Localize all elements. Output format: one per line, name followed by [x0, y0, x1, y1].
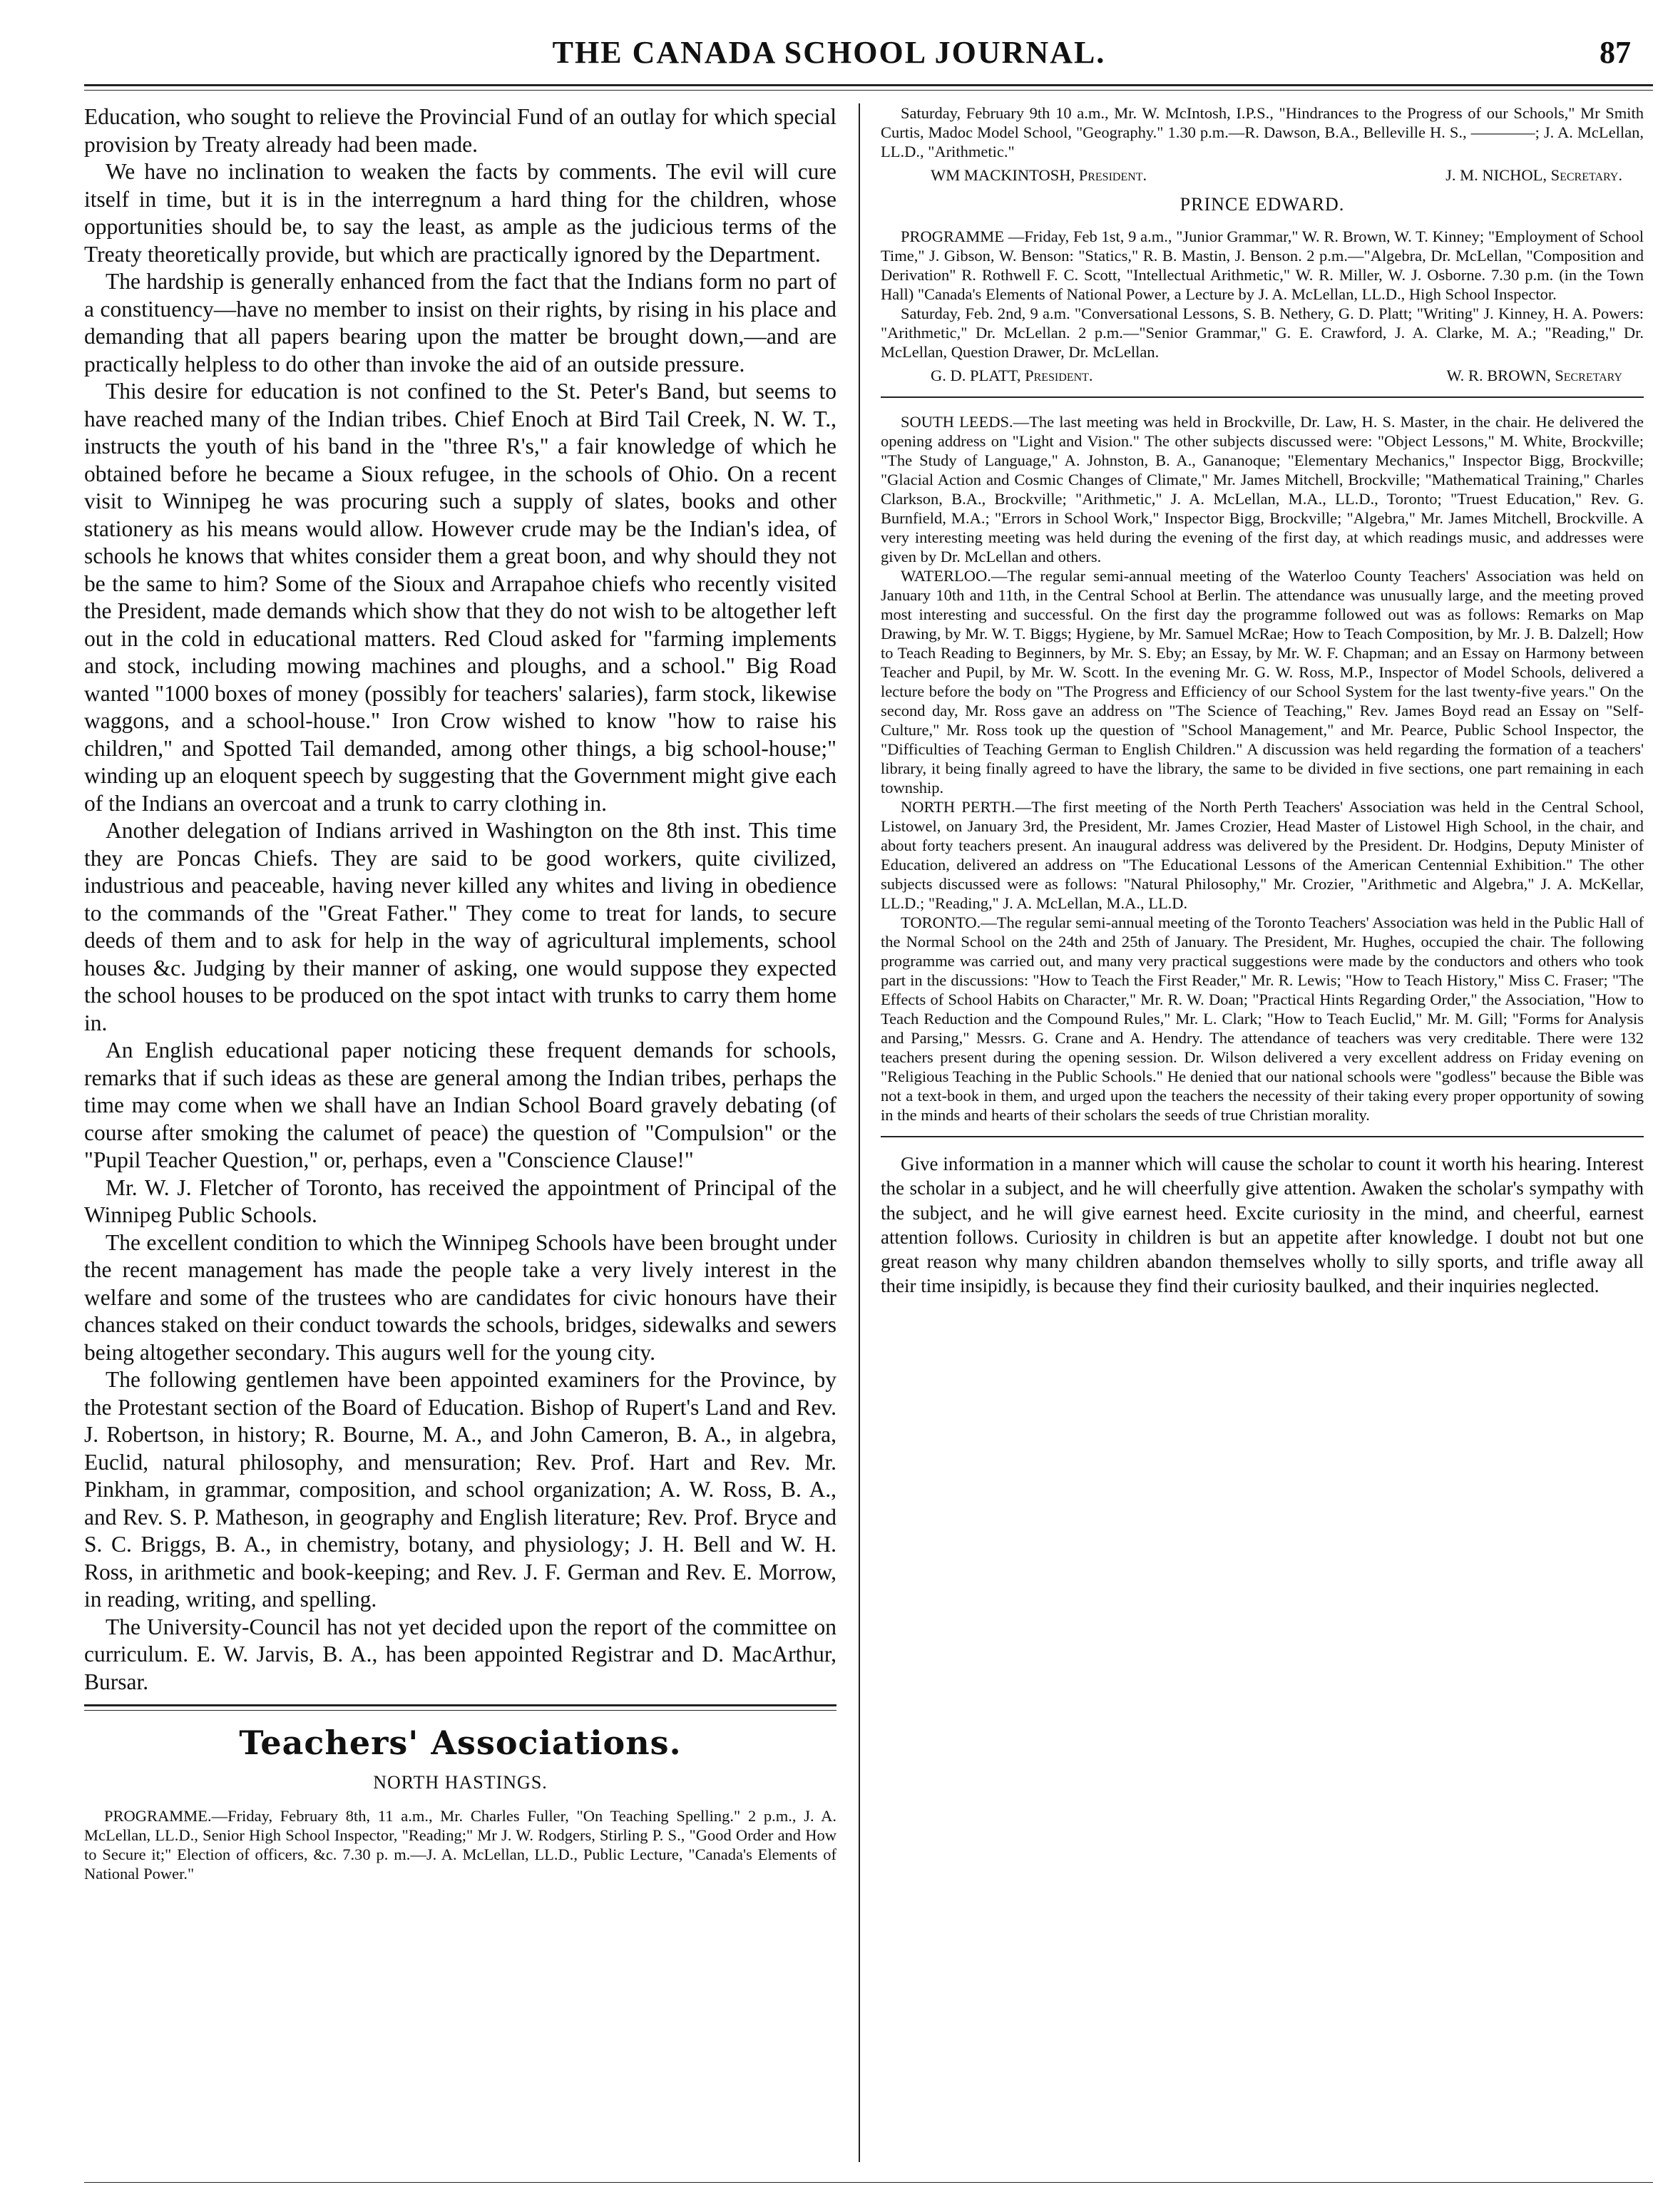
- north-hastings-programme: [84, 1806, 836, 1883]
- paragraph: The excellent condition to which the Winnipeg Schools have been brought under the recent management has made the people take a very lively interest in the welfare and some of the trustees who are candidates for civic honours have their chances staked on their conduct towards the schools, bridges, sidewalks and sewers being altogether secondary. This augurs well for the young city.: [84, 1229, 836, 1365]
- report-waterloo: WATERLOO.—The regular semi-annual meeting of the Waterloo County Teachers' Association was held on January 10th and 11th, in the Central School at Berlin. The attendance was unusually large, and the meeting proved most interesting and successful. On the first day the programme followed out was as follows: Remarks on Map Drawing, by Mr. W. T. Biggs; Hygiene, by Mr. Samuel McRae; How to Teach Composition, by Mr. J. B. Dalzell; How to Teach Reading to Beginners, by Mr. S. Eby; an Essay, by Mr. W. F. Chapman; and an Essay on Harmony between Teacher and Pupil, by Mr. W. Scott. In the evening Mr. G. W. Ross, M.P., Inspector of Model Schools, delivered a lecture before the body on "The Progress and Efficiency of our School System for the last twenty-five years." On the second day, Mr. Ross gave an address on "The Science of Teaching," Rev. James Boyd read an Essay on "Self-Culture," Mr. Ross took up the question of "School Management," and Mr. Pearce, Public School Inspector, the "Difficulties of Teaching German to English Children." A discussion was held regarding the formation of a teachers' library, it being finally agreed to have the library, the same to be divided in five sections, one part remaining in each township.: [881, 567, 1644, 797]
- section-rule: [84, 1704, 836, 1711]
- section-title: Teachers' Associations.: [239, 1724, 682, 1762]
- president-signature: WM MACKINTOSH, President.: [931, 166, 1147, 184]
- page-header: [0, 34, 1658, 77]
- paragraph: Saturday, Feb. 2nd, 9 a.m. "Conversational Lessons, S. B. Nethery, G. D. Platt; "Writing" J. Kinney, H. A. Powers: "Arithmetic," Dr. McLellan. 2 p.m.—"Senior Grammar," G. E. Crawford, J. A. Clarke, M. A.; "Reading," Dr. McLellan, Question Drawer, Dr. McLellan.: [881, 304, 1644, 361]
- page-number: 87: [1600, 35, 1631, 70]
- paragraph: Another delegation of Indians arrived in Washington on the 8th inst. This time they are Poncas Chiefs. They are said to be good workers, quite civilized, industrious and peaceable, having never killed any whites and living in obedience to the commands of the "Great Father." They come to treat for lands, to secure deeds of them and to ask for help in the way of agricultural implements, school houses &c. Judging by their manner of asking, one would suppose they expected the school houses to be produced on the spot intact with trunks to carry them home in.: [84, 818, 836, 1035]
- paragraph: This desire for education is not confined to the St. Peter's Band, but seems to have reached many of the Indian tribes. Chief Enoch at Bird Tail Creek, N. W. T., instructs the youth of his band in the "three R's," a fair knowledge of which he obtained before he became a Sioux refugee, in the schools of Ohio. On a recent visit to Winnipeg he was procuring such a supply of slates, books and other stationery as his means would allow. However crude may be the Indian's idea, of schools he knows that whites consider them a great boon, and why should they not be the same to him? Some of the Sioux and Arrapahoe chiefs who recently visited the President, made demands which show that they do not wish to be altogether left out in the cold in educational matters. Red Cloud asked for "farming implements and stock, including mowing machines and ploughs, and a school." Big Road wanted "1000 boxes of money (possibly for teachers' salaries), farm stock, likewise waggons, and a school-house." Iron Crow wished to know "how to raise his children," and Spotted Tail demanded, among other things, a big school-house;" winding up an eloquent speech by suggesting that the Government might give each of the Indians an overcoat and a trunk to carry clothing in.: [84, 379, 836, 816]
- left-article: [84, 103, 836, 1696]
- report-north-perth: NORTH PERTH.—The first meeting of the North Perth Teachers' Association was held in the Central School, Listowel, on January 3rd, the President, Mr. James Crozier, Head Master of Listowel High School, in the chair, and about forty teachers present. An inaugural address was delivered by the President. Dr. Hodgins, Deputy Minister of Education, delivered an address on "The Educational Lessons of the American Centennial Exhibition." The other subjects discussed were as follows: "Natural Philosophy," Mr. Crozier, "Arithmetic and Algebra," J. A. McKellar, LL.D.; "Reading," J. A. McLellan, M.A., LL.D.: [881, 798, 1644, 912]
- section-separator: [881, 1136, 1644, 1137]
- paragraph: Education, who sought to relieve the Provincial Fund of an outlay for which special provision by Treaty already had been made.: [84, 104, 836, 157]
- north-hastings-continued: [881, 103, 1644, 385]
- association-reports: [881, 412, 1644, 1125]
- signature-line: [881, 165, 1644, 185]
- left-column: [84, 103, 836, 2162]
- footer-rule: [84, 2182, 1653, 2183]
- section-separator: [881, 396, 1644, 398]
- secretary-signature: J. M. NICHOL, Secretary.: [1445, 166, 1622, 184]
- paragraph: An English educational paper noticing these frequent demands for schools, remarks that if such ideas as these are general among the Indian tribes, perhaps the time may come when we shall have an Indian School Board gravely debating (of course after smoking the calumet of peace) the question of "Compulsion" or the "Pupil Teacher Question," or, perhaps, even a "Conscience Clause!": [84, 1038, 836, 1172]
- header-rule: [84, 84, 1653, 86]
- report-toronto: TORONTO.—The regular semi-annual meeting of the Toronto Teachers' Association was held in the Public Hall of the Normal School on the 24th and 25th of January. The President, Mr. Hughes, occupied the chair. The following programme was carried out, and many very practical suggestions were made by the conductors and others who took part in the discussions: "How to Teach the First Reader," Mr. R. Lewis; "How to Teach History," Miss C. Fraser; "The Effects of School Habits on Character," Mr. R. W. Doan; "Practical Hints Regarding Order," the Association, "How to Teach Reduction and the Compound Rules," Mr. L. Clark; "How to Teach Euclid," Mr. M. Gill; "Forms for Analysis and Parsing," Messrs. G. Crane and A. Hendry. The attendance of teachers was very creditable. There were 132 teachers present during the opening session. Dr. Wilson delivered a very excellent address on Friday evening on "Religious Teaching in the Public Schools." He denied that our national schools were "godless" because the Bible was not a text-book in them, and urged upon the teachers the necessity of their taking every proper opportunity of sowing in the minds and hearts of their scholars the seeds of true Christian morality.: [881, 913, 1644, 1124]
- journal-title: THE CANADA SCHOOL JOURNAL.: [552, 35, 1106, 70]
- report-south-leeds: SOUTH LEEDS.—The last meeting was held in Brockville, Dr. Law, H. S. Master, in the chair. He delivered the opening address on "Light and Vision." The other subjects discussed were: "Object Lessons," M. White, Brockville; "The Study of Language," A. Johnston, B. A., Gananoque; "Elementary Mechanics," Inspector Bigg, Brockville; "Glacial Action and Cosmic Changes of Climate," Mr. James Mitchell, Brockville; "Mathematical Training," Charles Clarkson, B.A., Brockville; "Arithmetic," J. A. McLellan, M.A., LL.D., Toronto; "Truest Education," Rev. G. Burnfield, M.A.; "Errors in School Work," Inspector Bigg, Brockville; "Algebra," Mr. James Mitchell, Brockville. A very interesting meeting was held during the evening of the first day, at which readings music, and addresses were given by Dr. McLellan and others.: [881, 413, 1644, 565]
- prince-edward-heading: PRINCE EDWARD.: [1179, 194, 1345, 215]
- closing-article: [881, 1152, 1644, 1299]
- secretary-signature: W. R. BROWN, Secretary: [1446, 367, 1622, 384]
- signature-line: [881, 366, 1644, 385]
- paragraph: The University-Council has not yet decided upon the report of the committee on curriculum. E. W. Jarvis, B. A., has been appointed Registrar and D. MacArthur, Bursar.: [84, 1614, 836, 1694]
- paragraph: We have no inclination to weaken the facts by comments. The evil will cure itself in time, but it is in the interregnum a hard thing for the children, whose opportunities should be, to say the least, as ample as the judicious terms of the Treaty theoretically provide, but which are practically ignored by the Department.: [84, 159, 836, 267]
- paragraph: The following gentlemen have been appointed examiners for the Province, by the Protestant section of the Board of Education. Bishop of Rupert's Land and Rev. J. Robertson, in history; R. Bourne, M. A., and John Cameron, B. A., in algebra, Euclid, natural philosophy, and mensuration; Rev. Prof. Hart and Rev. Mr. Pinkham, in grammar, composition, and school organization; A. W. Ross, B. A., and Rev. S. P. Matheson, in geography and English literature; Rev. Prof. Bryce and S. C. Briggs, B. A., in chemistry, botany, and physiology; J. H. Bell and W. H. Ross, in arithmetic and book-keeping; and Rev. J. F. German and Rev. E. Morrow, in reading, writing, and spelling.: [84, 1367, 836, 1612]
- header-rule-thin: [84, 90, 1653, 91]
- column-divider: [859, 103, 860, 2162]
- president-signature: G. D. PLATT, President.: [931, 367, 1093, 384]
- paragraph: Give information in a manner which will cause the scholar to count it worth his hearing. Interest the scholar in a subject, and he will cheerfully give attention. Awaken the scholar's sympathy with the subject, and he will give earnest heed. Excite curiosity in the mind, and cheerful, earnest attention follows. Curiosity in children is but an appetite after knowledge. I doubt not but one great reason why many children abandon themselves wholly to silly sports, and trifle away all their time insipidly, is because they find their curiosity baulked, and their inquiries neglected.: [881, 1153, 1644, 1297]
- paragraph: PROGRAMME.—Friday, February 8th, 11 a.m., Mr. Charles Fuller, "On Teaching Spelling." 2 p.m., J. A. McLellan, LL.D., Senior High School Inspector, "Reading;" Mr J. W. Rodgers, Stirling P. S., "Good Order and How to Secure it;" Election of officers, &c. 7.30 p. m.—J. A. McLellan, LL.D., Public Lecture, "Canada's Elements of National Power.": [84, 1807, 836, 1883]
- right-column: [881, 103, 1644, 2162]
- paragraph: Mr. W. J. Fletcher of Toronto, has received the appointment of Principal of the Winnipeg Public Schools.: [84, 1174, 836, 1227]
- paragraph: The hardship is generally enhanced from the fact that the Indians form no part of a constituency—have no member to insist on their rights, by rising in his place and demanding that all papers bearing upon the matter be brought down,—and are practically helpless to do other than invoke the aid of an outside pressure.: [84, 269, 836, 377]
- paragraph: PROGRAMME —Friday, Feb 1st, 9 a.m., "Junior Grammar," W. R. Brown, W. T. Kinney; "Employment of School Time," J. Gibson, W. Benson: "Statics," R. B. Mastin, J. Benson. 2 p.m.—"Algebra, Dr. McLellan, "Composition and Derivation" R. Rothwell F. C. Scott, "Intellectual Arithmetic," W. R. Miller, W. J. Osborne. 7.30 p.m. (in the Town Hall) "Canada's Elements of National Power, a Lecture by J. A. McLellan, LL.D., High School Inspector.: [881, 227, 1644, 303]
- paragraph: Saturday, February 9th 10 a.m., Mr. W. McIntosh, I.P.S., "Hindrances to the Progress of our Schools," Mr Smith Curtis, Madoc Model School, "Geography." 1.30 p.m.—R. Dawson, B.A., Belleville H. S., ————; J. A. McLellan, LL.D., "Arithmetic.": [881, 104, 1644, 160]
- north-hastings-heading: NORTH HASTINGS.: [373, 1772, 548, 1793]
